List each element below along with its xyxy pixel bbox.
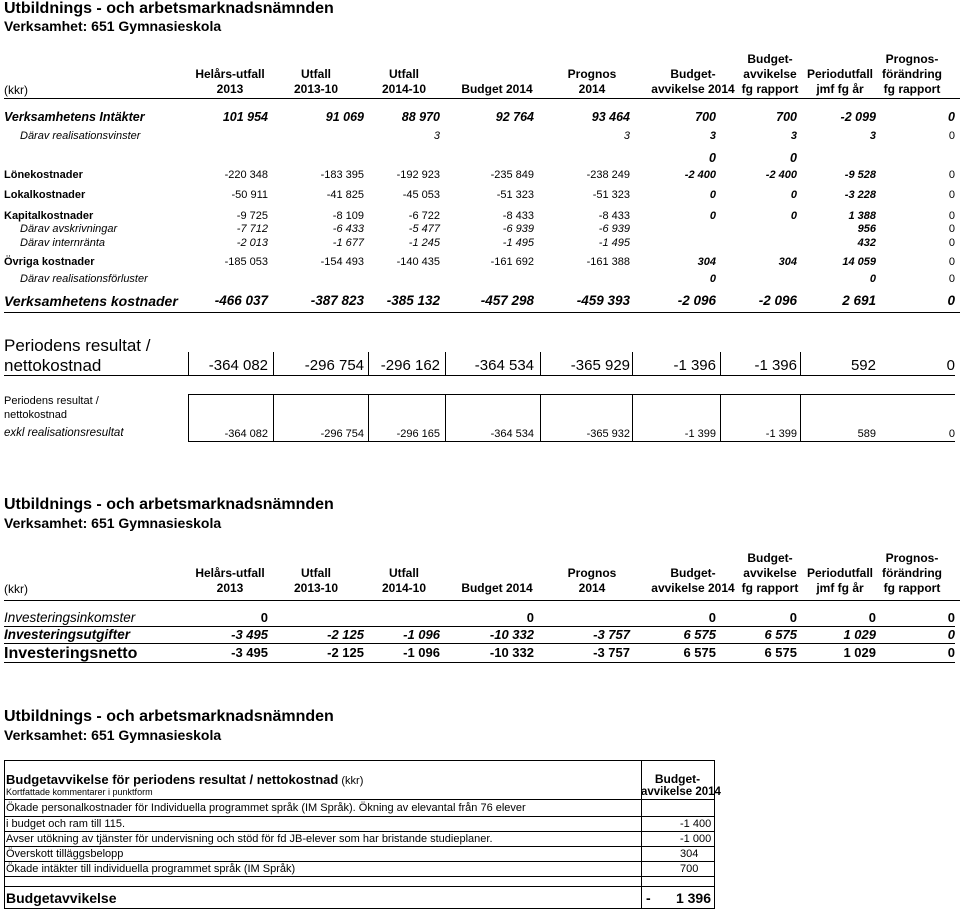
divider	[800, 394, 801, 441]
divider	[368, 394, 369, 441]
cell-value: -9 725	[236, 210, 268, 222]
cell-value: -6 939	[598, 223, 630, 235]
cell-value: -140 435	[396, 256, 440, 268]
cell-value: -10 332	[489, 627, 534, 642]
comment-value: 700	[680, 863, 699, 875]
cell-value: 0	[948, 189, 955, 201]
cell-value: 589	[857, 428, 876, 440]
column-header-line: fg rapport	[741, 581, 799, 595]
cell-value: -8 433	[502, 210, 534, 222]
cell-value: -6 433	[332, 223, 364, 235]
column-header-line: Budget-	[670, 67, 716, 81]
column-header-line: fg rapport	[883, 82, 941, 96]
column-header-line: jmf fg år	[816, 581, 864, 595]
column-header-line: 2014-10	[381, 82, 427, 96]
cell-value: 0	[948, 210, 955, 222]
cell-value: -1 096	[403, 645, 440, 660]
comments-heading-unit: (kkr)	[338, 775, 364, 787]
divider	[4, 760, 715, 761]
column-header-line: förändring	[882, 566, 942, 580]
cell-value: -296 754	[320, 428, 364, 440]
cell-value: -1 399	[684, 428, 716, 440]
comments-heading-text: Budgetavvikelse för periodens resultat / nettokostnad	[6, 772, 339, 787]
row-label: Därav internränta	[20, 237, 105, 249]
divider	[4, 626, 955, 627]
cell-value: -2 125	[327, 627, 364, 642]
cell-value: 956	[857, 223, 876, 235]
cell-value: -296 165	[396, 428, 440, 440]
cell-value: 91 069	[325, 110, 364, 124]
comment-text: Avser utökning av tjänster för undervisning och stöd för fd JB-elever som har bristande studieplaner.	[6, 833, 493, 845]
divider	[445, 352, 446, 376]
comments-heading	[6, 772, 363, 787]
result-label-2: nettokostnad	[4, 356, 102, 375]
column-header-line: Utfall	[389, 67, 419, 81]
cell-value: 6 575	[683, 645, 716, 660]
cell-value: 0	[790, 189, 797, 201]
comment-text: Ökade intäkter till individuella programmet språk (IM Språk)	[6, 863, 296, 875]
cell-value: -1 396	[673, 357, 716, 374]
cell-value: 1 029	[843, 645, 876, 660]
row-label: Därav realisationsvinster	[20, 130, 141, 142]
total-label: Budgetavvikelse	[6, 890, 117, 906]
column-header-line: 2013-10	[293, 581, 339, 595]
cell-value: 700	[695, 110, 716, 124]
cell-value: 0	[948, 130, 955, 142]
cell-value: -238 249	[586, 169, 630, 181]
cell-value: -387 823	[310, 293, 364, 308]
cell-value: -51 323	[592, 189, 630, 201]
comment-value: -1 400	[680, 818, 712, 830]
cell-value: -296 162	[380, 357, 440, 374]
column-header-line: avvikelse 2014	[651, 82, 735, 96]
comment-text: Ökade personalkostnader för Individuella programmet språk (IM Språk). Ökning av elevantal från 76 elever	[6, 802, 526, 814]
cell-value: 2 691	[842, 293, 876, 308]
cell-value: -459 393	[576, 293, 630, 308]
deviation-column-head: avvikelse 2014	[641, 786, 721, 798]
cell-value: 700	[776, 110, 797, 124]
cell-value: 1 029	[843, 627, 876, 642]
comment-value: 304	[680, 848, 699, 860]
cell-value: 0	[708, 610, 716, 625]
column-header-line: 2014	[578, 581, 606, 595]
cell-value: -161 388	[586, 256, 630, 268]
cell-value: -5 477	[408, 223, 440, 235]
divider	[632, 352, 633, 376]
cell-value: 0	[947, 627, 955, 642]
column-header-line: Helårs-utfall	[195, 566, 265, 580]
cell-value: 3	[433, 130, 440, 142]
column-header	[852, 551, 960, 596]
divider	[720, 352, 721, 376]
column-header-line: förändring	[882, 67, 942, 81]
cell-value: -364 534	[474, 357, 534, 374]
column-header-line: 2014-10	[381, 581, 427, 595]
cell-value: -457 298	[480, 293, 534, 308]
cell-value: 3	[623, 130, 630, 142]
cell-value: 0	[948, 428, 955, 440]
cell-value: -364 082	[224, 428, 268, 440]
cell-value: 0	[948, 110, 955, 124]
comments-subheading: Kortfattade kommentarer i punktform	[6, 787, 153, 797]
row-label: Investeringsutgifter	[4, 627, 131, 642]
cell-value: 101 954	[222, 110, 268, 124]
cell-value: -10 332	[489, 645, 534, 660]
divider	[445, 394, 446, 441]
divider	[720, 394, 721, 441]
cell-value: -1 399	[765, 428, 797, 440]
comment-text: Överskott tilläggsbelopp	[6, 848, 124, 860]
deviation-column-head: Budget-	[654, 772, 701, 786]
divider	[4, 831, 715, 832]
cell-value: -385 132	[386, 293, 440, 308]
cell-value: -1 096	[403, 627, 440, 642]
cell-value: -154 493	[320, 256, 364, 268]
cell-value: -466 037	[214, 293, 268, 308]
cell-value: -183 395	[320, 169, 364, 181]
cell-value: -1 495	[598, 237, 630, 249]
column-header-line: 2013-10	[293, 82, 339, 96]
column-header-line: Prognos-	[885, 551, 939, 565]
cell-value: 3	[790, 130, 797, 142]
comment-text: i budget och ram till 115.	[6, 818, 126, 830]
column-header-line: Budget-	[670, 566, 716, 580]
column-header-line: Budget 2014	[461, 581, 533, 595]
cell-value: 0	[948, 169, 955, 181]
cell-value: 6 575	[764, 645, 797, 660]
cell-value: -2 125	[327, 645, 364, 660]
cell-value: 0	[947, 610, 955, 625]
divider	[368, 352, 369, 376]
row-label: Verksamhetens Intäkter	[4, 110, 145, 124]
cell-value: -45 053	[402, 189, 440, 201]
cell-value: 0	[946, 357, 955, 374]
cell-value: 0	[947, 293, 955, 308]
column-header-line: avvikelse	[743, 67, 797, 81]
cell-value: -364 082	[208, 357, 268, 374]
column-header-line: 2013	[216, 581, 244, 595]
row-label: Därav avskrivningar	[20, 223, 118, 235]
divider	[4, 375, 955, 376]
result-exkl-label-3: exkl realisationsresultat	[4, 427, 124, 439]
result-label-1: Periodens resultat /	[4, 336, 151, 355]
cell-value: -3 495	[231, 627, 268, 642]
cell-value: -365 932	[586, 428, 630, 440]
cell-value: 0	[709, 210, 716, 222]
comment-value: -1 000	[680, 833, 712, 845]
divider	[4, 662, 955, 663]
cell-value: -161 692	[490, 256, 534, 268]
section1-subtitle: Verksamhet: 651 Gymnasieskola	[4, 18, 222, 34]
cell-value: -7 712	[236, 223, 268, 235]
cell-value: 0	[709, 189, 716, 201]
divider	[4, 816, 715, 817]
column-header-line: Prognos-	[885, 52, 939, 66]
column-header-line: 2013	[216, 82, 244, 96]
divider	[800, 352, 801, 376]
divider	[540, 394, 541, 441]
section2-subtitle: Verksamhet: 651 Gymnasieskola	[4, 515, 222, 531]
cell-value: 0	[947, 645, 955, 660]
divider	[4, 861, 715, 862]
cell-value: 0	[948, 223, 955, 235]
divider	[273, 394, 274, 441]
cell-value: 304	[697, 256, 716, 268]
divider	[273, 352, 274, 376]
cell-value: -235 849	[490, 169, 534, 181]
column-header-line: Budget 2014	[461, 82, 533, 96]
cell-value: 14 059	[842, 256, 876, 268]
cell-value: 3	[869, 130, 876, 142]
cell-value: -41 825	[326, 189, 364, 201]
cell-value: 88 970	[401, 110, 440, 124]
divider	[540, 352, 541, 376]
column-header-line: Periodutfall	[806, 67, 873, 81]
cell-value: -2 099	[840, 110, 876, 124]
column-header-line: fg rapport	[741, 82, 799, 96]
cell-value: -3 228	[844, 189, 876, 201]
column-header-line: fg rapport	[883, 581, 941, 595]
cell-value: 0	[869, 273, 876, 285]
cell-value: 0	[948, 273, 955, 285]
row-label: Lokalkostnader	[4, 189, 86, 201]
divider	[4, 876, 715, 877]
total-value: 1 396	[675, 890, 711, 906]
cell-value: 0	[709, 151, 716, 165]
section1-title: Utbildnings - och arbetsmarknadsnämnden	[4, 0, 334, 17]
cell-value: 1 388	[848, 210, 876, 222]
divider	[188, 441, 955, 442]
row-label: Verksamhetens kostnader	[4, 293, 178, 309]
divider	[4, 846, 715, 847]
cell-value: 0	[948, 237, 955, 249]
divider	[188, 352, 189, 376]
unit-label: (kkr)	[4, 83, 28, 97]
cell-value: -365 929	[570, 357, 630, 374]
column-header-line: avvikelse	[743, 566, 797, 580]
column-header-line: Utfall	[389, 566, 419, 580]
cell-value: 0	[789, 610, 797, 625]
cell-value: -296 754	[304, 357, 364, 374]
row-label: Lönekostnader	[4, 169, 83, 181]
cell-value: 0	[868, 610, 876, 625]
row-label: Investeringsinkomster	[4, 610, 136, 625]
row-label: Investeringsnetto	[4, 645, 138, 662]
cell-value: -2 096	[677, 293, 716, 308]
row-label: Därav realisationsförluster	[20, 273, 148, 285]
column-header-line: Budget-	[747, 52, 793, 66]
column-header-line: 2014	[578, 82, 606, 96]
cell-value: 304	[778, 256, 797, 268]
section3-title: Utbildnings - och arbetsmarknadsnämnden	[4, 708, 334, 725]
cell-value: -6 722	[408, 210, 440, 222]
column-header-line: Prognos	[567, 67, 617, 81]
column-header-line: Periodutfall	[806, 566, 873, 580]
column-header	[852, 52, 960, 97]
column-header-line: Prognos	[567, 566, 617, 580]
cell-value: -364 534	[490, 428, 534, 440]
section2-title: Utbildnings - och arbetsmarknadsnämnden	[4, 496, 334, 513]
column-header-line: jmf fg år	[816, 82, 864, 96]
cell-value: -8 109	[332, 210, 364, 222]
cell-value: 0	[790, 151, 797, 165]
column-header-line: Utfall	[301, 566, 331, 580]
column-header-line: Utfall	[301, 67, 331, 81]
column-header-line: avvikelse 2014	[651, 581, 735, 595]
cell-value: -1 677	[332, 237, 364, 249]
divider	[4, 312, 960, 313]
divider	[4, 908, 715, 909]
cell-value: -6 939	[502, 223, 534, 235]
cell-value: 0	[790, 210, 797, 222]
row-label: Övriga kostnader	[4, 256, 95, 268]
cell-value: 93 464	[591, 110, 630, 124]
cell-value: 0	[709, 273, 716, 285]
cell-value: -3 757	[593, 627, 630, 642]
divider	[188, 394, 189, 441]
cell-value: 592	[850, 357, 876, 374]
cell-value: -2 013	[236, 237, 268, 249]
total-dash: -	[646, 890, 651, 906]
cell-value: -192 923	[396, 169, 440, 181]
cell-value: -50 911	[231, 189, 268, 201]
divider	[188, 394, 955, 395]
unit-label: (kkr)	[4, 582, 28, 596]
cell-value: -3 495	[231, 645, 268, 660]
section3-subtitle: Verksamhet: 651 Gymnasieskola	[4, 727, 222, 743]
divider	[4, 886, 715, 887]
cell-value: 3	[709, 130, 716, 142]
result-exkl-label-1: Periodens resultat /	[4, 395, 99, 407]
result-exkl-label-2: nettokostnad	[4, 409, 67, 421]
cell-value: -2 096	[758, 293, 797, 308]
cell-value: -9 528	[844, 169, 876, 181]
cell-value: -51 323	[496, 189, 534, 201]
cell-value: -3 757	[593, 645, 630, 660]
cell-value: -2 400	[765, 169, 797, 181]
cell-value: 432	[857, 237, 876, 249]
column-header-line: Budget-	[747, 551, 793, 565]
cell-value: 6 575	[683, 627, 716, 642]
cell-value: -1 495	[502, 237, 534, 249]
cell-value: -8 433	[598, 210, 630, 222]
cell-value: 92 764	[495, 110, 534, 124]
cell-value: -1 396	[754, 357, 797, 374]
cell-value: 6 575	[764, 627, 797, 642]
cell-value: -220 348	[224, 169, 268, 181]
row-label: Kapitalkostnader	[4, 210, 94, 222]
divider	[4, 643, 955, 644]
cell-value: -185 053	[224, 256, 268, 268]
column-header-line: Helårs-utfall	[195, 67, 265, 81]
cell-value: -1 245	[408, 237, 440, 249]
divider	[4, 799, 715, 800]
cell-value: 0	[526, 610, 534, 625]
divider	[632, 394, 633, 441]
cell-value: -2 400	[684, 169, 716, 181]
cell-value: 0	[260, 610, 268, 625]
cell-value: 0	[948, 256, 955, 268]
